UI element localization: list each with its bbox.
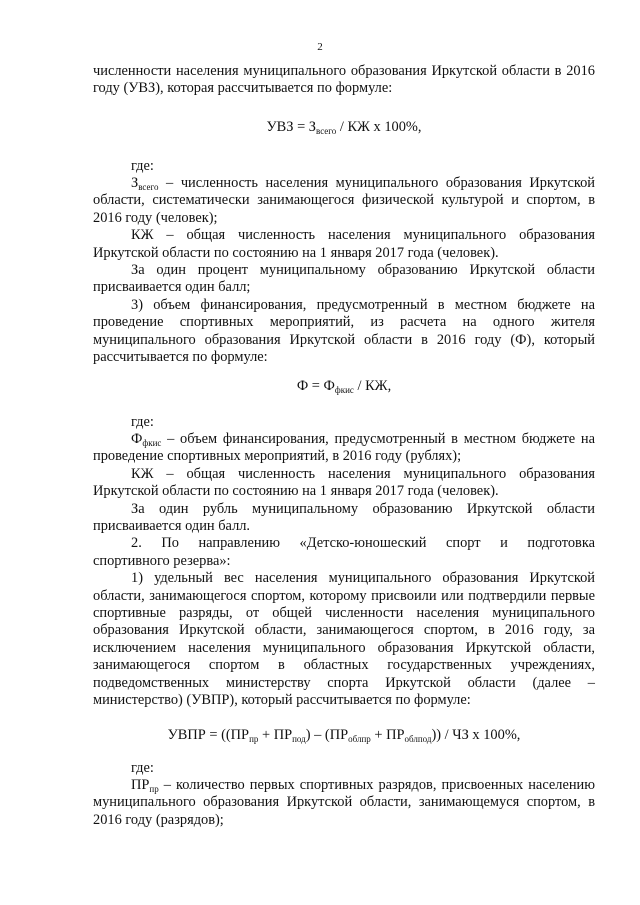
definition-pr [93, 777, 595, 829]
formula-subscript: облпод [404, 734, 432, 744]
def-subscript: пр [149, 784, 159, 794]
where-label: где: [131, 158, 154, 174]
formula-uvpr [93, 727, 595, 744]
def-text: – объем финансирования, предусмотренный в местном бюджете на проведение спортивных мероприятий, в 2016 году (рублях); [93, 431, 595, 465]
formula-subscript: всего [316, 126, 337, 136]
formula-subscript: фкис [334, 385, 354, 395]
definition-z [93, 175, 595, 227]
formula-part: ) – (ПР [305, 727, 349, 743]
formula-rhs: / КЖ, [353, 378, 392, 394]
scoring-rule-ruble: За один рубль муниципальному образованию Иркутской области присваивается один балл. [93, 500, 595, 535]
definition-f [93, 431, 595, 466]
formula-subscript: под [292, 734, 306, 744]
section-2-heading-line1: 2. По направлению «Детско-юношеский спорт и подготовка [131, 535, 595, 552]
definitions-block-2 [93, 431, 595, 710]
formula-uvz [93, 119, 595, 136]
formula-subscript: пр [249, 734, 259, 744]
definitions-block-3 [93, 777, 595, 829]
formula-part: УВПР = ((ПР [167, 727, 250, 743]
formula-part: + ПР [370, 727, 405, 743]
formula-part: )) / ЧЗ х 100%, [431, 727, 521, 743]
item-3-financing: 3) объем финансирования, предусмотренный в местном бюджете на проведение спортивных мероприятий, из расчета на одного жителя муниципального образования Иркутской области в 2016 году (Ф), который рассчитывается по формуле: [93, 296, 595, 366]
def-subscript: всего [138, 182, 159, 192]
where-label: где: [131, 760, 154, 776]
scoring-rule-percent: За один процент муниципальному образованию Иркутской области присваивается один балл; [93, 262, 595, 296]
page-number: 2 [317, 41, 323, 53]
item-1-share: 1) удельный вес населения муниципального образования Иркутской области, занимающегося спортом, которому присвоили или подтвердили первые спортивные разряды, от общей численности населения муниципального образования Иркутской области, занимающегося спортом, в 2016 году, за исключением населения муниципального образования Иркутской области, занимающегося спортом в областных государственных учреждениях, подведомственных министерству спорта Иркутской области (далее – министерство) (УВПР), который рассчитывается по формуле: [93, 570, 595, 709]
def-text: – численность населения муниципального образования Иркутской области, систематически занимающегося физической культурой и спортом, в 2016 году (человек); [93, 175, 595, 226]
formula-part: + ПР [258, 727, 293, 743]
formula-f [93, 378, 595, 395]
definition-kzh: КЖ – общая численность населения муниципального образования Иркутской области по состоянию на 1 января 2017 года (человек). [93, 465, 595, 500]
formula-lhs: Ф = Ф [296, 378, 335, 394]
section-2-heading-line2: спортивного резерва»: [93, 552, 231, 569]
definitions-block-1 [93, 175, 595, 366]
formula-lhs: УВЗ = З [266, 119, 316, 135]
paragraph-intro [93, 63, 595, 98]
def-subscript: фкис [142, 438, 162, 448]
formula-subscript: облпр [348, 734, 371, 744]
paragraph-text: численности населения муниципального образования Иркутской области в 2016 году (УВЗ), которая рассчитывается по формуле: [93, 63, 595, 97]
def-text: – количество первых спортивных разрядов, присвоенных населению муниципального образования Иркутской области, занимающемуся спортом, в 2016 году (разрядов); [93, 777, 595, 828]
def-symbol: З [131, 175, 139, 191]
where-label: где: [131, 414, 154, 430]
definition-kzh: КЖ – общая численность населения муниципального образования Иркутской области по состоянию на 1 января 2017 года (человек). [93, 227, 595, 261]
def-symbol: Ф [131, 431, 143, 447]
formula-rhs: / КЖ х 100%, [336, 119, 422, 135]
def-symbol: ПР [131, 777, 150, 793]
